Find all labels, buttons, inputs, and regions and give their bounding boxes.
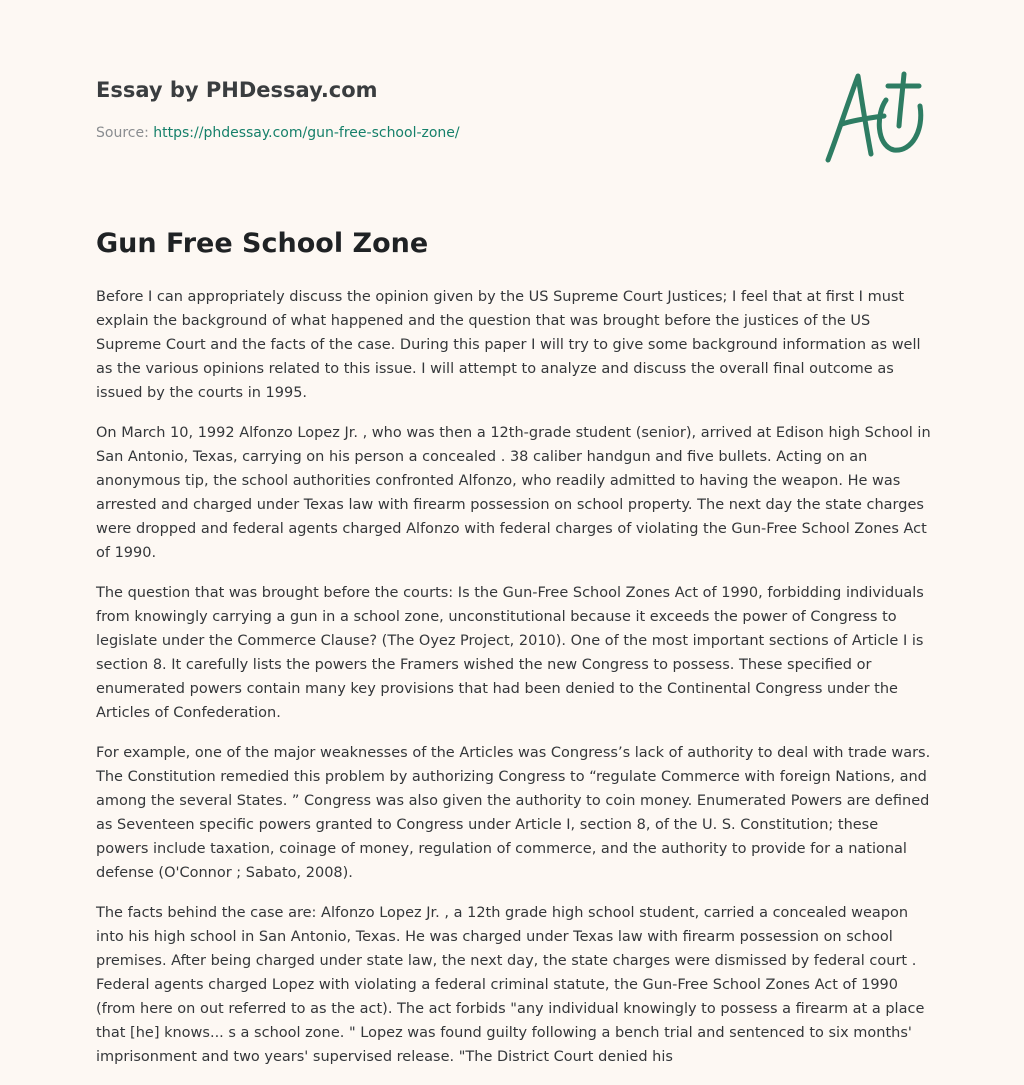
source-link[interactable]: https://phdessay.com/gun-free-school-zone/ — [153, 125, 460, 141]
source-label: Source: — [96, 125, 154, 141]
essay-body — [96, 285, 932, 1085]
essay-paragraph: Before I can appropriately discuss the opinion given by the US Supreme Court Justices; I feel that at first I must explain the background of what happened and the question that was brought before the justices of the US Supreme Court and the facts of the case. During this paper I will try to give some background information as well as the various opinions related to this issue. I will attempt to analyze and discuss the overall final outcome as issued by the courts in 1995. — [96, 289, 921, 401]
essay-paragraph: For example, one of the major weaknesses of the Articles was Congress’s lack of authority to deal with trade wars. The Constitution remedied this problem by authorizing Congress to “regulate Commerce with foreign Nations, and among the several States. ” Congress was also given the authority to coin money. Enumerated Powers are defined as Seventeen specific powers granted to Congress under Article I, section 8, of the U. S. Constitution; these powers include taxation, coinage of money, regulation of commerce, and the authority to provide for a national defense (O'Connor ; Sabato, 2008). — [96, 745, 931, 881]
essay-header — [96, 76, 796, 143]
source-line — [96, 123, 796, 143]
essay-paragraph: The question that was brought before the courts: Is the Gun-Free School Zones Act of 1990, forbidding individuals from knowingly carrying a gun in a school zone, unconstitutional because it exceeds the power of Congress to legislate under the Commerce Clause? (The Oyez Project, 2010). One of the most important sections of Article I is section 8. It carefully lists the powers the Framers wished the new Congress to possess. These specified or enumerated powers contain many key provisions that had been denied to the Continental Congress under the Articles of Confederation. — [96, 585, 924, 721]
a-plus-grade-icon — [822, 66, 928, 166]
site-brand: Essay by PHDessay.com — [96, 78, 378, 102]
essay-paragraph: The facts behind the case are: Alfonzo Lopez Jr. , a 12th grade high school student, carried a concealed weapon into his high school in San Antonio, Texas. He was charged under Texas law with firearm possession on school premises. After being charged under state law, the next day, the state charges were dismissed by federal court . Federal agents charged Lopez with violating a federal criminal statute, the Gun-Free School Zones Act of 1990 (from here on out referred to as the act). The act forbids "any individual knowingly to possess a firearm at a place that [he] knows... s a school zone. " Lopez was found guilty following a bench trial and sentenced to six months' imprisonment and two years' supervised release. "The District Court denied his — [96, 905, 925, 1065]
essay-paragraph: On March 10, 1992 Alfonzo Lopez Jr. , who was then a 12th-grade student (senior), arrived at Edison high School in San Antonio, Texas, carrying on his person a concealed . 38 caliber handgun and five bullets. Acting on an anonymous tip, the school authorities confronted Alfonzo, who readily admitted to having the weapon. He was arrested and charged under Texas law with firearm possession on school property. The next day the state charges were dropped and federal agents charged Alfonzo with federal charges of violating the Gun-Free School Zones Act of 1990. — [96, 425, 931, 561]
essay-title: Gun Free School Zone — [96, 228, 429, 259]
